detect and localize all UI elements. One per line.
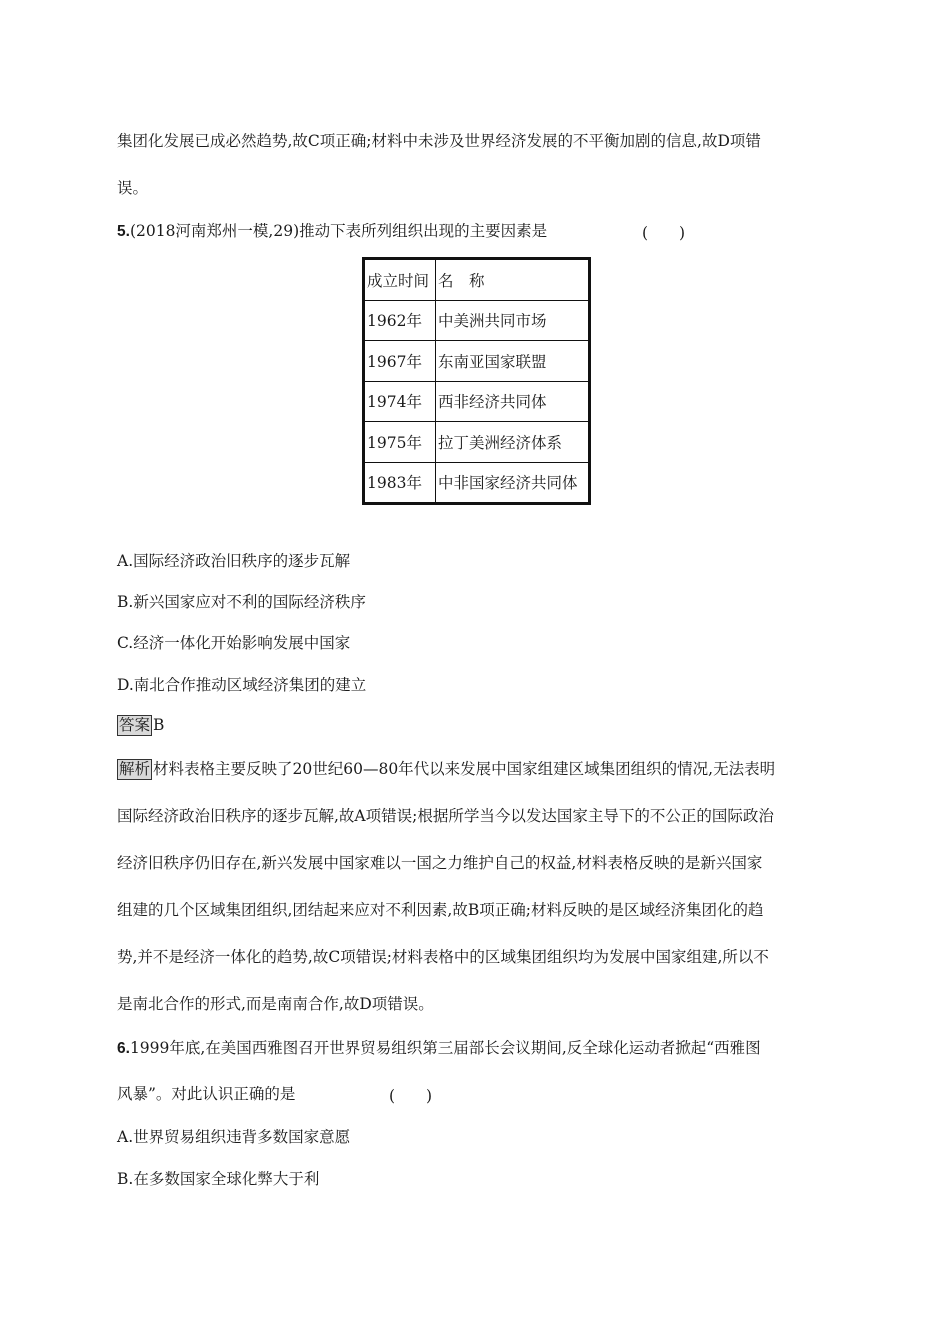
question-6-stem-line-1 [117,1038,761,1059]
question-6-answer-blank: ( ) [389,1087,433,1105]
question-6-number: 6. [117,1040,130,1057]
table-row [364,422,590,463]
header-name: 名 称 [436,259,590,301]
table-cell-org: 东南亚国家联盟 [436,341,590,382]
analysis-line-4: 组建的几个区域集团组织,团结起来应对不利因素,故B项正确;材料反映的是区域经济集团化的趋 [117,901,764,919]
table-row [364,300,590,341]
analysis-line-2: 国际经济政治旧秩序的逐步瓦解,故A项错误;根据所学当今以发达国家主导下的不公正的国际政治 [117,807,774,825]
table-cell-year: 1967年 [364,341,436,382]
question-5-text: (2018河南郑州一模,29)推动下表所列组织出现的主要因素是 [129,222,548,240]
question-5-option-d: D.南北合作推动区域经济集团的建立 [117,676,367,694]
analysis-line-1 [117,759,775,780]
question-5-answer-blank: ( ) [642,224,686,242]
table-cell-org: 西非经济共同体 [436,381,590,422]
question-6-option-b: B.在多数国家全球化弊大于利 [117,1170,320,1188]
question-6-option-a: A.世界贸易组织违背多数国家意愿 [117,1128,351,1146]
analysis-tag: 解析 [119,760,151,778]
table-cell-org: 中非国家经济共同体 [436,462,590,504]
analysis-text-1: 材料表格主要反映了20世纪60—80年代以来发展中国家组建区域集团组织的情况,无法表明 [153,760,776,778]
question-6-text-1: 1999年底,在美国西雅图召开世界贸易组织第三届部长会议期间,反全球化运动者掀起“西雅图 [129,1039,761,1057]
intro-line-1: 集团化发展已成必然趋势,故C项正确;材料中未涉及世界经济发展的不平衡加剧的信息,故D项错 [117,132,761,150]
table-cell-year: 1974年 [364,381,436,422]
table-row [364,381,590,422]
table-row [364,462,590,504]
analysis-line-5: 势,并不是经济一体化的趋势,故C项错误;材料表格中的区域集团组织均为发展中国家组建,所以不 [117,948,769,966]
answer-line [117,715,164,736]
question-5-stem [117,221,547,242]
answer-value: B [153,716,165,734]
intro-line-2: 误。 [117,179,149,197]
organization-table [362,257,591,505]
table-cell-year: 1975年 [364,422,436,463]
analysis-line-6: 是南北合作的形式,而是南南合作,故D项错误。 [117,995,434,1013]
header-founding-time: 成立时间 [364,259,436,301]
question-5-option-b: B.新兴国家应对不利的国际经济秩序 [117,593,366,611]
table-cell-org: 拉丁美洲经济体系 [436,422,590,463]
table-row [364,341,590,382]
table-cell-year: 1962年 [364,300,436,341]
answer-tag: 答案 [119,716,151,734]
question-5-option-a: A.国际经济政治旧秩序的逐步瓦解 [117,552,351,570]
question-5-option-c: C.经济一体化开始影响发展中国家 [117,634,351,652]
table-cell-org: 中美洲共同市场 [436,300,590,341]
question-5-number: 5. [117,223,130,240]
table-cell-year: 1983年 [364,462,436,504]
question-6-stem-line-2: 风暴”。对此认识正确的是 [117,1085,296,1103]
table-header-row [364,259,590,301]
analysis-line-3: 经济旧秩序仍旧存在,新兴发展中国家难以一国之力维护自己的权益,材料表格反映的是新兴国家 [117,854,763,872]
